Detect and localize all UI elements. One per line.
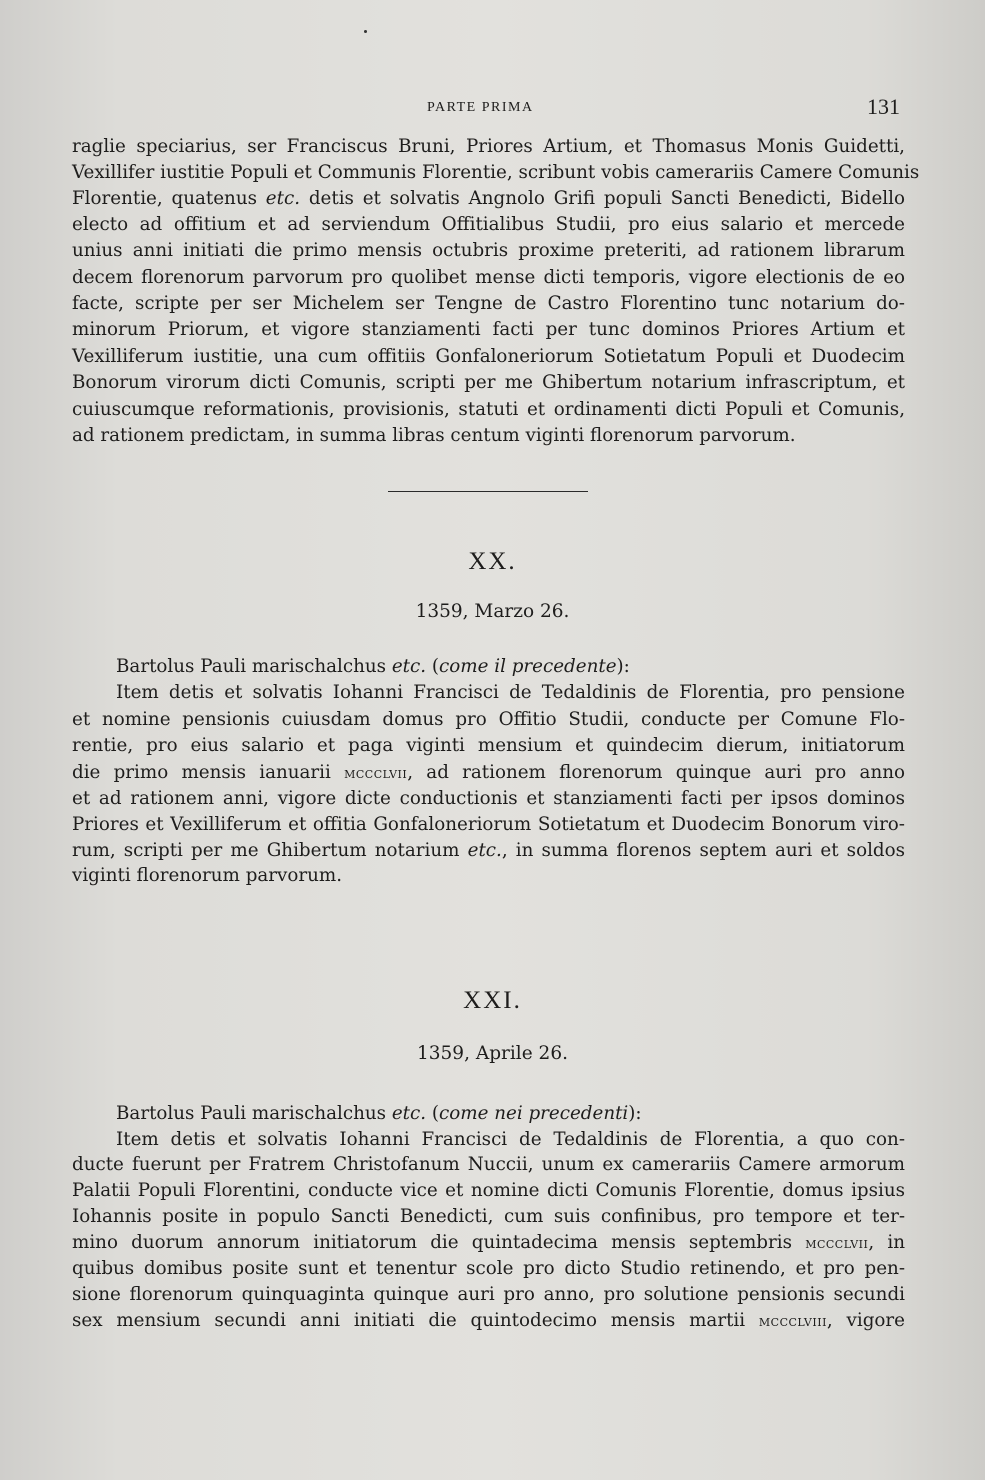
text-line: Item detis et solvatis Iohanni Francisci de Tedaldinis de Florentia, pro pensione: [116, 682, 905, 703]
text-line: ducte fuerunt per Fratrem Christofanum Nuccii, unum ex camerariis Camere armorum: [72, 1154, 905, 1175]
document-date: 1359, Aprile 26.: [417, 1043, 568, 1064]
text-line: Bonorum virorum dicti Comunis, scripti per me Ghibertum notarium infrascriptum, et: [72, 372, 905, 393]
text-line: Vexilliferum iustitie, una cum offitiis Gonfaloneriorum Sotietatum Populi et Duodecim: [72, 346, 905, 367]
text-line: viginti florenorum parvorum.: [72, 865, 343, 886]
text-line: mino duorum annorum initiatorum die quintadecima mensis septembris mccclvii, in: [72, 1232, 905, 1253]
text-line: Iohannis posite in populo Sancti Benedicti, cum suis confinibus, pro tempore et ter-: [72, 1206, 905, 1227]
running-header: [0, 96, 985, 124]
text-line: rum, scripti per me Ghibertum notarium etc., in summa florenos septem auri et soldos: [72, 840, 906, 861]
document-intro: Bartolus Pauli marischalchus etc. (come nei precedenti):: [116, 1103, 642, 1124]
text-line: Priores et Vexilliferum et offitia Gonfaloneriorum Sotietatum et Duodecim Bonorum viro-: [72, 814, 905, 835]
ink-dot: [364, 30, 367, 33]
text-line: decem florenorum parvorum pro quolibet mense dicti temporis, vigore electionis de eo: [72, 267, 905, 288]
document-date: 1359, Marzo 26.: [415, 601, 570, 622]
document-intro: Bartolus Pauli marischalchus etc. (come il precedente):: [116, 656, 630, 677]
text-line: Florentie, quatenus etc. detis et solvatis Angnolo Grifi populi Sancti Benedicti, Bidello: [72, 188, 905, 209]
section-rule: [388, 491, 588, 492]
page-number: 131: [867, 94, 900, 119]
text-line: sione florenorum quinquaginta quinque auri pro anno, pro solutione pensionis secundi: [72, 1284, 905, 1305]
text-line: electo ad offitium et ad serviendum Offitialibus Studii, pro eius salario et mercede: [72, 214, 905, 235]
document-number: XXI.: [463, 987, 522, 1014]
text-line: Item detis et solvatis Iohanni Francisci de Tedaldinis de Florentia, a quo con-: [116, 1129, 905, 1150]
text-line: sex mensium secundi anni initiati die quintodecimo mensis martii mccclviii, vigore: [72, 1310, 905, 1331]
text-line: unius anni initiati die primo mensis octubris proxime preteriti, ad rationem librarum: [72, 240, 905, 261]
text-line: et nomine pensionis cuiusdam domus pro Offitio Studii, conducte per Comune Flo-: [72, 709, 905, 730]
text-line: et ad rationem anni, vigore dicte conductionis et stanziamenti facti per ipsos dominos: [72, 788, 905, 809]
text-line: Palatii Populi Florentini, conducte vice et nomine dicti Comunis Florentie, domus ipsius: [72, 1180, 905, 1201]
text-line: Vexillifer iustitie Populi et Communis Florentie, scribunt vobis camerariis Camere Comunis: [72, 162, 920, 183]
text-line: rentie, pro eius salario et paga viginti mensium et quindecim dierum, initiatorum: [72, 735, 905, 756]
text-line: facte, scripte per ser Michelem ser Tengne de Castro Florentino tunc notarium do-: [72, 293, 905, 314]
text-line: raglie speciarius, ser Franciscus Bruni, Priores Artium, et Thomasus Monis Guidetti,: [72, 136, 905, 157]
text-line: ad rationem predictam, in summa libras centum viginti florenorum parvorum.: [72, 425, 796, 446]
header-title: PARTE PRIMA: [427, 100, 534, 115]
text-line: quibus domibus posite sunt et tenentur scole pro dicto Studio retinendo, et pro pen-: [72, 1258, 905, 1279]
text-line: die primo mensis ianuarii mccclvii, ad rationem florenorum quinque auri pro anno: [72, 762, 905, 783]
document-number: XX.: [468, 548, 517, 575]
text-line: cuiuscumque reformationis, provisionis, statuti et ordinamenti dicti Populi et Comunis,: [72, 399, 905, 420]
text-line: minorum Priorum, et vigore stanziamenti facti per tunc dominos Priores Artium et: [72, 319, 905, 340]
